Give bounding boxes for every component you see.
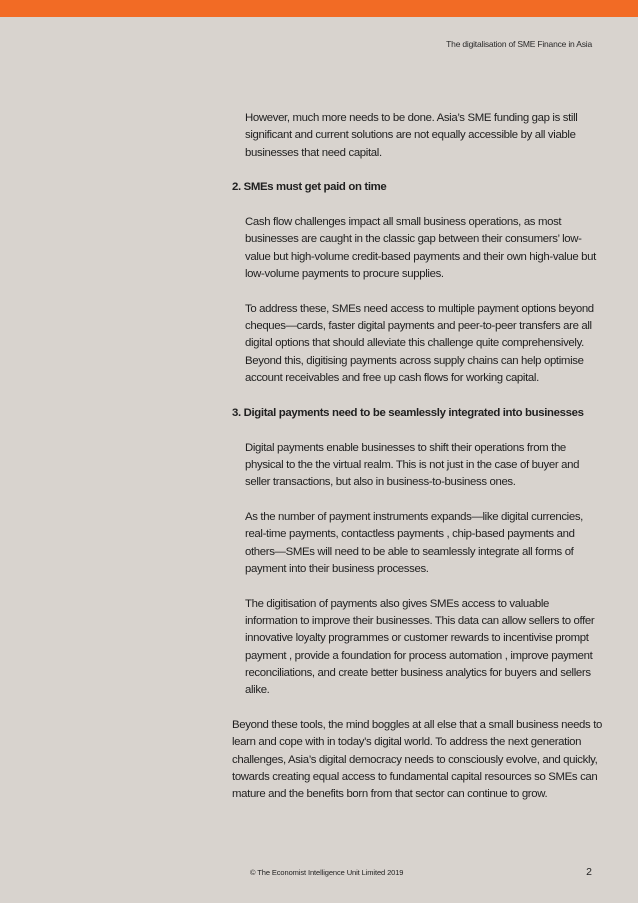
section-3-heading: 3. Digital payments need to be seamlessly integrated into businesses	[232, 406, 584, 419]
section-3-paragraph-1: Digital payments enable businesses to shift their operations from the physical to the the virtual realm. This is not just in the case of buyer and seller transactions, but also in business-to-business ones.	[245, 441, 580, 489]
running-header-title: The digitalisation of SME Finance in Asia	[446, 39, 592, 49]
section-3-paragraph-2: As the number of payment instruments expands—like digital currencies, real-time payments, contactless payments , chip-based payments and others—SMEs will need to be able to seamlessly integrate all forms of payment into their business processes.	[245, 511, 583, 575]
section-2-paragraph-1: Cash flow challenges impact all small business operations, as most businesses are caught in the classic gap between their consumers’ low-value but high-volume credit-based payments and their own high-value but low-volume payments to procure supplies.	[245, 216, 596, 281]
header-accent-bar	[0, 0, 638, 17]
page-number: 2	[586, 866, 592, 878]
intro-paragraph: However, much more needs to be done. Asia’s SME funding gap is still significant and current solutions are not equally accessible by all viable businesses that need capital.	[245, 112, 578, 159]
conclusion-paragraph: Beyond these tools, the mind boggles at all else that a small business needs to learn and cope with in today’s digital world. To address the next generation challenges, Asia’s digital democracy needs to consciously evolve, and quickly, towards creating equal access to fundamental capital resources so SMEs can mature and the benefits born from that sector can continue to grow.	[232, 719, 602, 801]
section-2-paragraph-2: To address these, SMEs need access to multiple payment options beyond cheques—cards, faster digital payments and peer-to-peer transfers are all digital options that should alleviate this challenge quite comprehensively. Beyond this, digitising payments across supply chains can help optimise account receivables and free up cash flows for working capital.	[245, 302, 594, 385]
main-content	[232, 110, 602, 804]
section-2-heading: 2. SMEs must get paid on time	[232, 181, 387, 194]
footer-copyright: © The Economist Intelligence Unit Limited 2019	[250, 868, 404, 877]
section-3-paragraph-3: The digitisation of payments also gives SMEs access to valuable information to improve their businesses. This data can allow sellers to offer innovative loyalty programmes or customer rewards to incentivise prompt payment , provide a foundation for process automation , improve payment reconciliations, and create better business analytics for buyers and sellers alike.	[245, 597, 595, 697]
